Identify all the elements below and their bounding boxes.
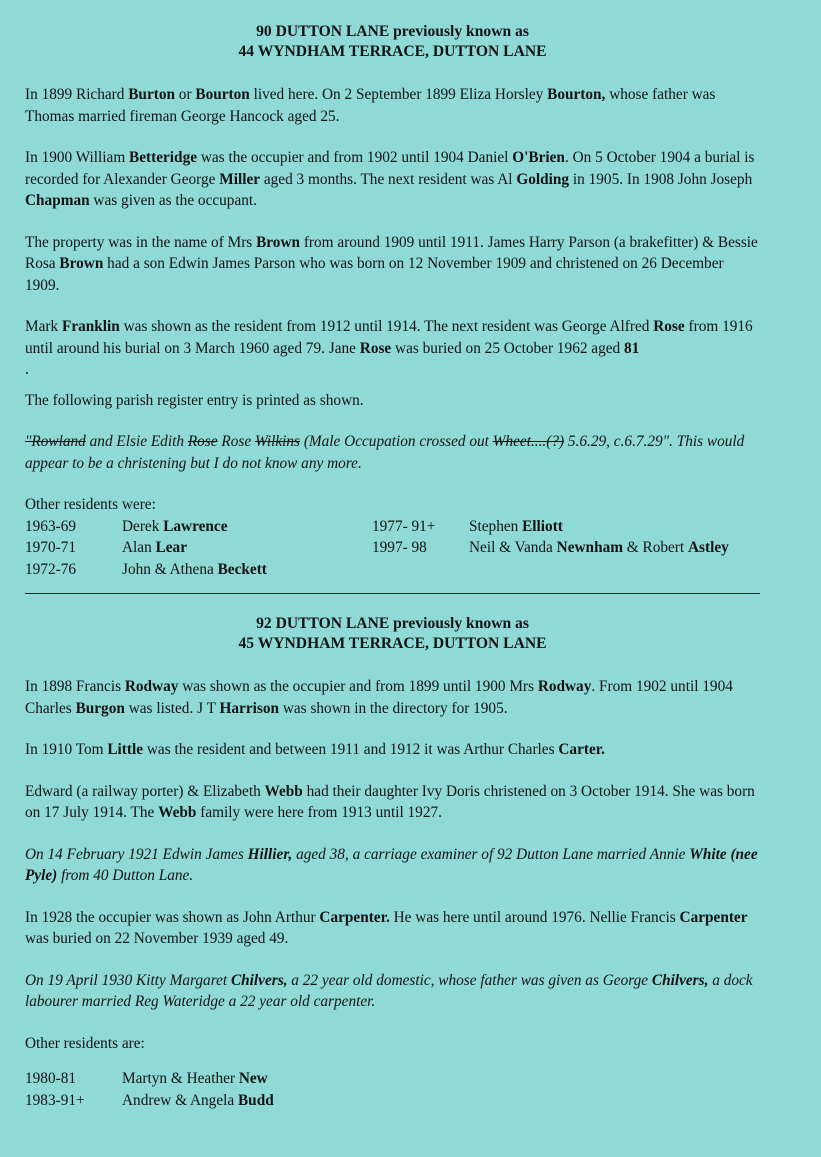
resident-years: 1997- 98 [372, 539, 427, 556]
paragraph: In 1910 Tom Little was the resident and between 1911 and 1912 it was Arthur Charles Carter. [25, 741, 605, 758]
resident-years: 1977- 91+ [372, 517, 436, 535]
paragraph: In 1928 the occupier was shown as John Arthur Carpenter. He was here until around 1976. Nellie Francis Carpenter was buried on 22 November 1939 aged 49. [25, 908, 748, 947]
parish-register-entry: "Rowland and Elsie Edith Rose Rose Wilkins (Male Occupation crossed out Wheet....(?) 5.6.29, c.6.7.29". This would appear to be a christening but I do not know any more. [25, 433, 745, 472]
resident-name: Stephen Elliott [469, 517, 563, 535]
paragraph: Mark Franklin was shown as the resident from 1912 until 1914. The next resident was George Alfred Rose from 1916 until around his burial on 3 March 1960 aged 79. Jane Rose was buried on 25 October 1962 aged 81 . [25, 318, 753, 378]
residents-table [25, 1068, 760, 1111]
residents-label: Other residents are: [25, 1034, 145, 1052]
resident-years: 1972-76 [25, 560, 76, 578]
section-90-title [25, 22, 760, 62]
resident-years: 1963-69 [25, 517, 76, 535]
resident-name: Martyn & Heather New [122, 1070, 268, 1087]
paragraph: In 1898 Francis Rodway was shown as the occupier and from 1899 until 1900 Mrs Rodway. From 1902 until 1904 Charles Burgon was listed. J T Harrison was shown in the directory for 1905. [25, 678, 733, 717]
title-line-1: 92 DUTTON LANE previously known as [256, 615, 529, 632]
title-line-2: 45 WYNDHAM TERRACE, DUTTON LANE [238, 635, 547, 652]
section-92-title [25, 614, 760, 654]
resident-name: John & Athena Beckett [122, 560, 267, 578]
resident-years: 1983-91+ [25, 1091, 85, 1109]
paragraph: In 1900 William Betteridge was the occupier and from 1902 until 1904 Daniel O'Brien. On 5 October 1904 a burial is recorded for Alexander George Miller aged 3 months. The next resident was Al Golding in 1905. In 1908 John Joseph Chapman was given as the occupant. [25, 149, 755, 209]
document-page [25, 22, 760, 1111]
residents-table [25, 516, 760, 581]
title-line-1: 90 DUTTON LANE previously known as [256, 23, 529, 40]
paragraph: Edward (a railway porter) & Elizabeth Webb had their daughter Ivy Doris christened on 3 October 1914. She was born on 17 July 1914. The Webb family were here from 1913 until 1927. [25, 782, 755, 821]
resident-name: Andrew & Angela Budd [122, 1091, 274, 1109]
section-divider [25, 593, 760, 594]
title-line-2: 44 WYNDHAM TERRACE, DUTTON LANE [238, 43, 547, 60]
resident-years: 1980-81 [25, 1070, 76, 1087]
resident-name: Alan Lear [122, 539, 187, 556]
resident-years: 1970-71 [25, 539, 76, 556]
marriage-entry: On 14 February 1921 Edwin James Hillier, aged 38, a carriage examiner of 92 Dutton Lane married Annie White (nee Pyle) from 40 Dutton Lane. [25, 845, 758, 884]
marriage-entry: On 19 April 1930 Kitty Margaret Chilvers, a 22 year old domestic, whose father was given as George Chilvers, a dock labourer married Reg Wateridge a 22 year old carpenter. [25, 971, 753, 1010]
resident-name: Neil & Vanda Newnham & Robert Astley [469, 539, 729, 556]
paragraph: The property was in the name of Mrs Brown from around 1909 until 1911. James Harry Parson (a brakefitter) & Bessie Rosa Brown had a son Edwin James Parson who was born on 12 November 1909 and christened on 26 December 1909. [25, 233, 758, 294]
paragraph: The following parish register entry is printed as shown. [25, 391, 364, 409]
residents-label: Other residents were: [25, 496, 156, 513]
resident-name: Derek Lawrence [122, 517, 228, 535]
paragraph: In 1899 Richard Burton or Bourton lived here. On 2 September 1899 Eliza Horsley Bourton, whose father was Thomas married fireman George Hancock aged 25. [25, 86, 716, 125]
